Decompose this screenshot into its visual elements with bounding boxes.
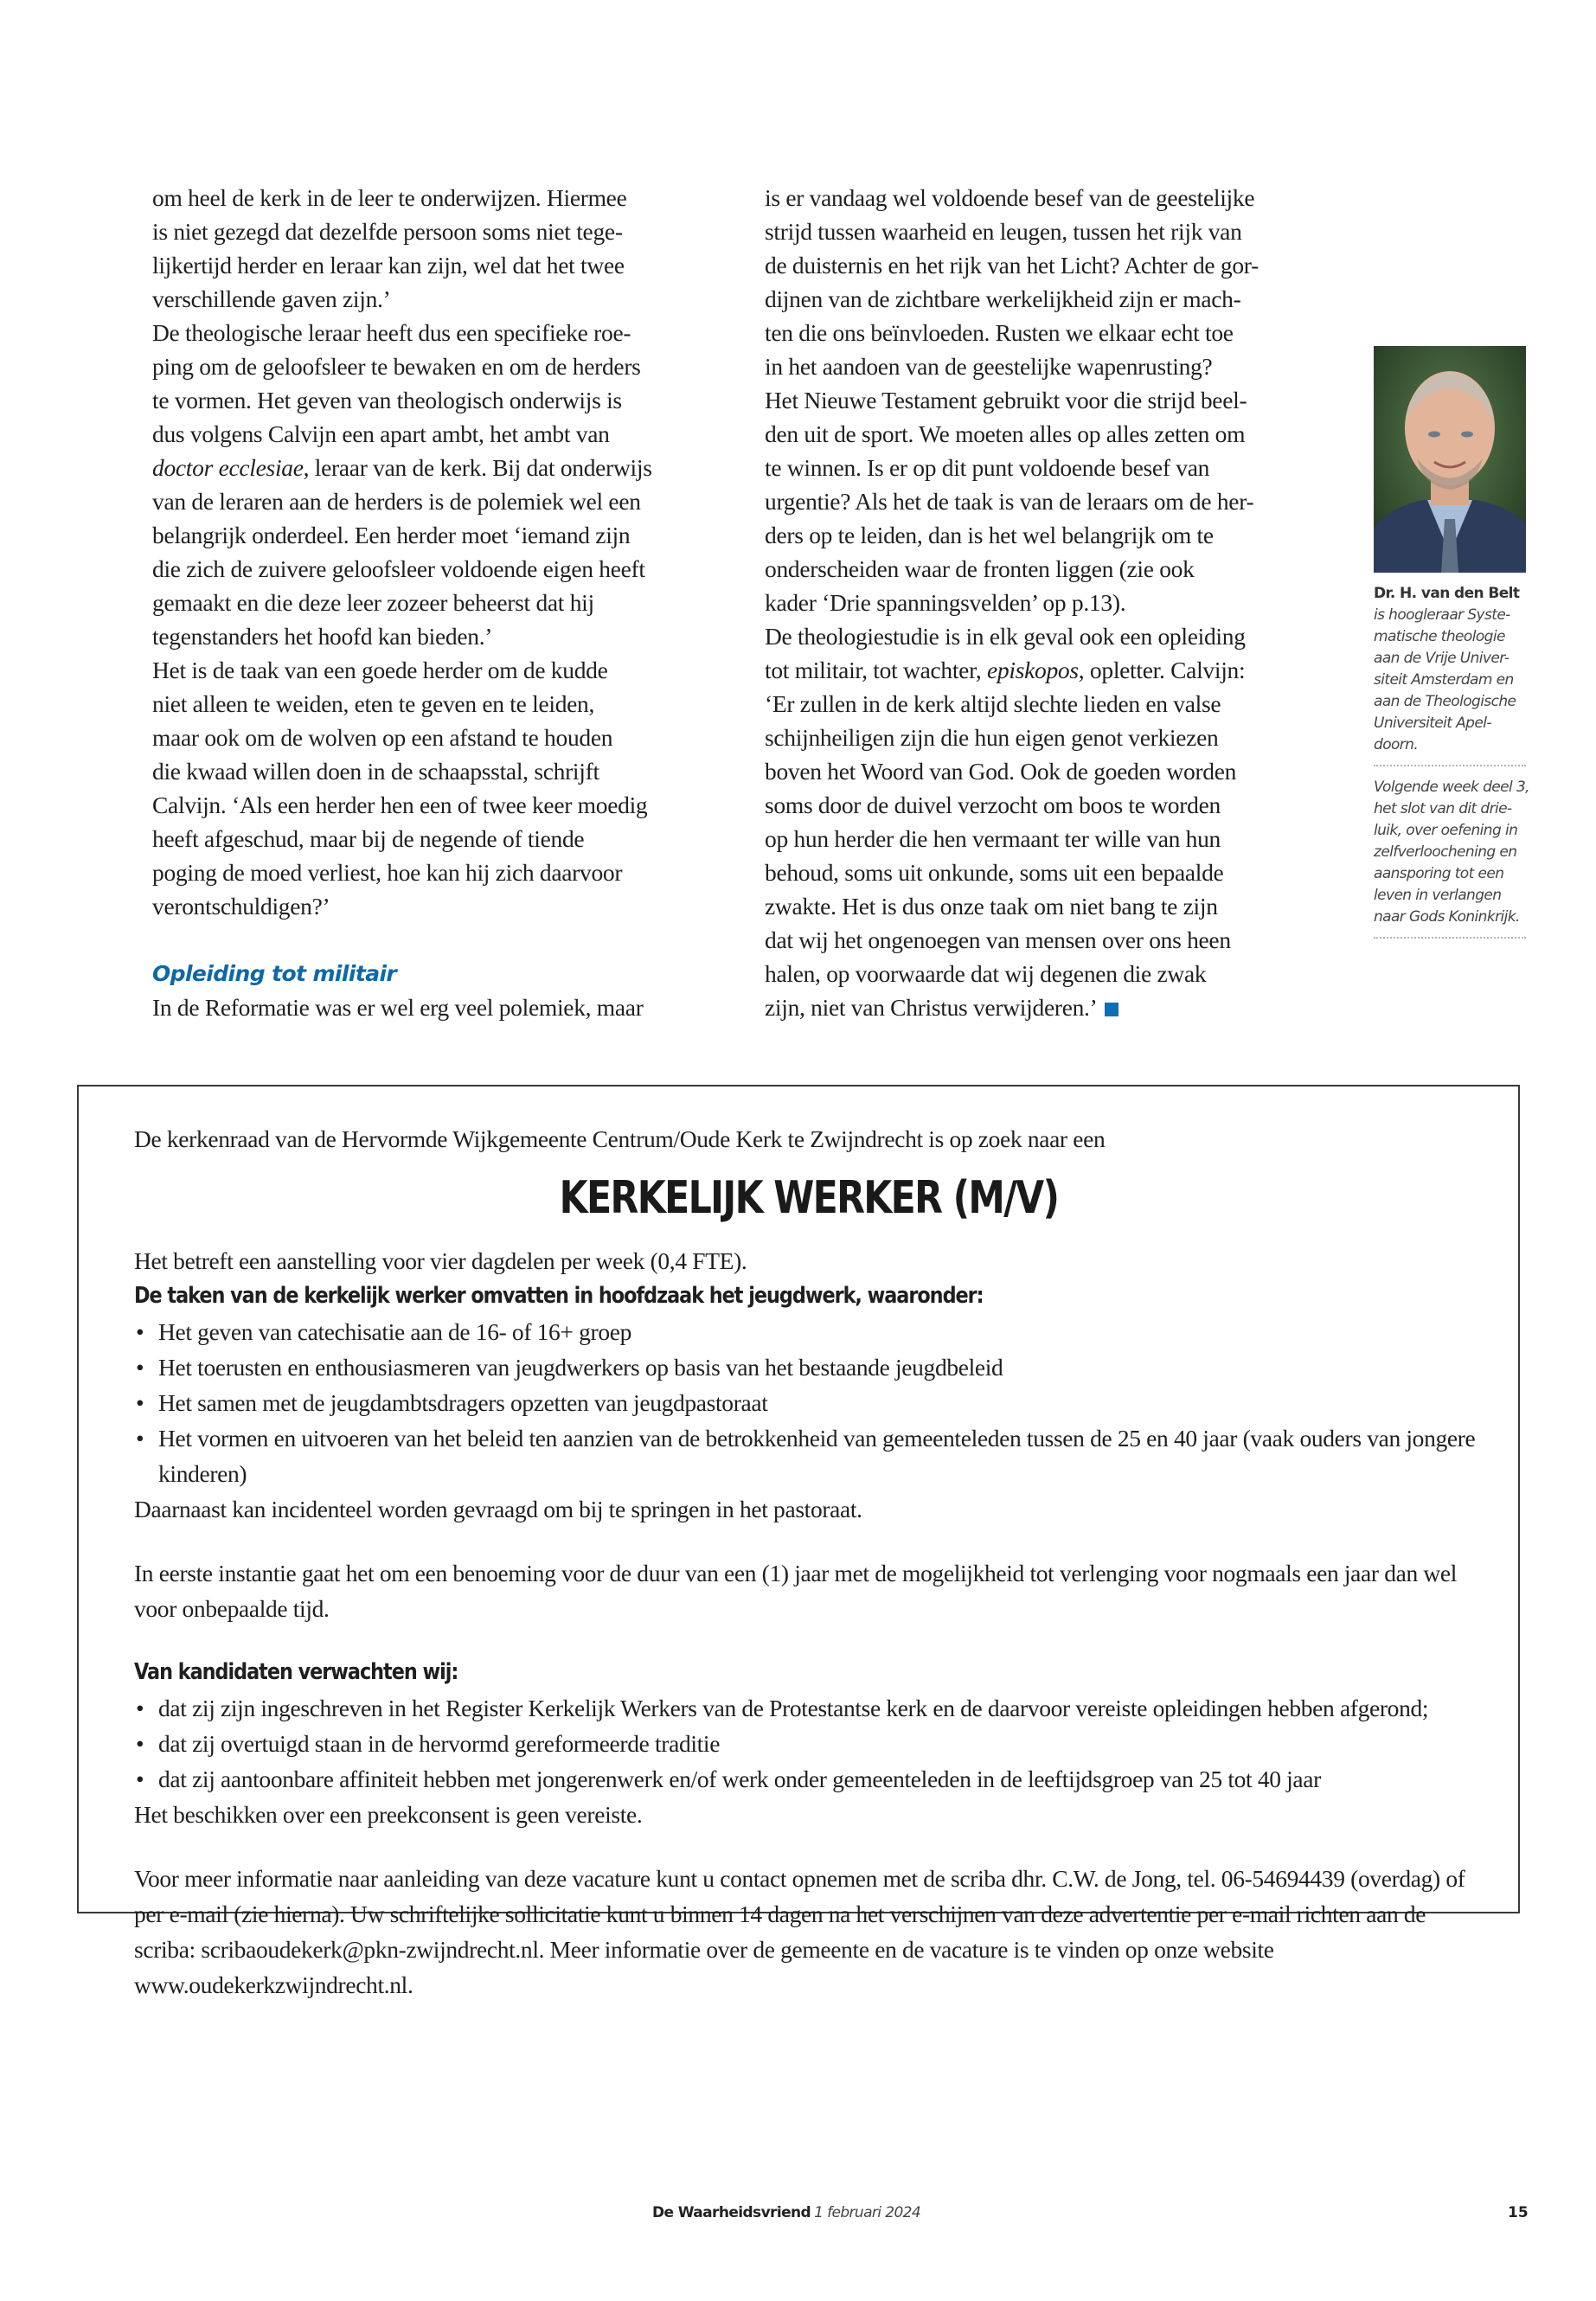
text-line: verschillende gaven zijn.’ (152, 285, 391, 312)
ad-appointment: Het betreft een aanstelling voor vier dagdelen per week (0,4 FTE). (134, 1247, 747, 1274)
publication-name (652, 2204, 920, 2221)
issue-date: 1 februari 2024 (814, 2204, 921, 2221)
spacer (134, 1832, 1484, 1861)
text-line (152, 451, 723, 484)
text-line: soms door de duivel verzocht om boos te worden (765, 792, 1221, 818)
text-fragment: tot militair, tot wachter, (765, 657, 987, 683)
ad-contact: Voor meer informatie naar aanleiding van deze vacature kunt u contact opnemen met de scriba dhr. C.W. de Jong, tel. 06-54694439 (overdag) of per e-mail (zie hierna). Uw schriftelijke sollicitatie kunt u binnen 14 dagen na het verschijnen van deze advertentie per e-mail richten aan de scriba: scribaoudekerk@pkn-zwijndrecht.nl. Meer informatie over de gemeente en de vacature is te vinden op onze website www.oudekerkzwijndrecht.nl. (134, 1865, 1465, 1998)
text-line: heeft afgeschud, maar bij de negende of tiende (152, 825, 585, 852)
requirement-item: • dat zij aantoonbare affiniteit hebben met jongerenwerk en/of werk onder gemeenteleden in de leeftijdsgroep van 25 tot 40 jaar (134, 1761, 1484, 1797)
bio-line: doorn. (1374, 736, 1419, 753)
bio-line: aan de Vrije Univer- (1374, 650, 1509, 667)
bio-line: is hoogleraar Syste- (1374, 606, 1510, 624)
text-line: ten die ons beïnvloeden. Rusten we elkaar echt toe (765, 319, 1234, 346)
next-week-line: leven in verlangen (1374, 887, 1502, 904)
bio-line: Universiteit Apel- (1374, 715, 1491, 732)
text-line: op hun herder die hen vermaant ter wille van hun (765, 825, 1221, 852)
author-name: Dr. H. van den Belt (1374, 585, 1520, 602)
text-line: ‘Er zullen in de kerk altijd slechte lieden en valse (765, 690, 1221, 717)
text-line: van de leraren aan de herders is de polemiek wel een (152, 488, 641, 515)
text-line: die zich de zuivere geloofsleer voldoende eigen heeft (152, 555, 645, 582)
requirement-item: • dat zij overtuigd staan in de hervormd gereformeerde traditie (134, 1726, 1484, 1761)
ad-tasks-heading: De taken van de kerkelijk werker omvatten in hoofdzaak het jeugdwerk, waaronder: (134, 1283, 984, 1309)
ad-requirement-list (134, 1690, 1484, 1797)
text-line: is niet gezegd dat dezelfde persoon soms niet tege- (152, 218, 623, 245)
text-line: niet alleen te weiden, eten te geven en te leiden, (152, 690, 595, 717)
text-line: de duisternis en het rijk van het Licht? Achter de gor- (765, 252, 1259, 279)
text-line: onderscheiden waar de fronten liggen (zie ook (765, 555, 1195, 582)
text-line: De theologische leraar heeft dus een specifieke roe- (152, 319, 631, 346)
task-item: • Het geven van catechisatie aan de 16- of 16+ groep (134, 1314, 1484, 1349)
bio-line: matische theologie (1374, 628, 1505, 645)
text-line: In de Reformatie was er wel erg veel polemiek, maar (152, 994, 644, 1021)
requirement-item: • dat zij zijn ingeschreven in het Register Kerkelijk Werkers van de Protestantse kerk en de daarvoor vereiste opleidingen hebben afgerond; (134, 1690, 1484, 1726)
text-line: ders op te leiden, dan is het wel belangrijk om te (765, 522, 1214, 548)
text-line: gemaakt en die deze leer zozeer beheerst dat hij (152, 589, 594, 616)
portrait-illustration (1374, 346, 1526, 573)
text-line: poging de moed verliest, hoe kan hij zich daarvoor (152, 859, 623, 886)
bio-line: aan de Theologische (1374, 693, 1516, 710)
ad-intro: De kerkenraad van de Hervormde Wijkgemeente Centrum/Oude Kerk te Zwijndrecht is op zoek naar een (134, 1125, 1106, 1152)
dotted-divider (1374, 765, 1526, 766)
text-line: Het Nieuwe Testament gebruikt voor die strijd beel- (765, 387, 1247, 413)
ad-pastoral-note: Daarnaast kan incidenteel worden gevraagd om bij te springen in het pastoraat. (134, 1496, 862, 1522)
text-fragment: zijn, niet van Christus verwijderen.’ (765, 994, 1098, 1021)
text-line: die kwaad willen doen in de schaapsstal, schrijft (152, 758, 599, 785)
text-line: lijkertijd herder en leraar kan zijn, wel dat het twee (152, 252, 625, 279)
next-week-line: luik, over oefening in (1374, 822, 1518, 839)
author-bio (1374, 583, 1529, 939)
text-line: te winnen. Is er op dit punt voldoende besef van (765, 454, 1210, 481)
text-line: belangrijk onderdeel. Een herder moet ‘iemand zijn (152, 522, 631, 548)
bio-line: siteit Amsterdam en (1374, 671, 1514, 689)
end-of-article-square-icon (1105, 1003, 1118, 1016)
job-advertisement (77, 1085, 1520, 1998)
ad-candidates-heading: Van kandidaten verwachten wij: (134, 1659, 458, 1685)
text-line: dijnen van de zichtbare werkelijkheid zijn er mach- (765, 285, 1241, 312)
next-week-line: Volgende week deel 3, (1374, 779, 1529, 796)
text-line: schijnheiligen zijn die hun eigen genot verkiezen (765, 724, 1219, 751)
text-line: zwakte. Het is dus onze taak om niet bang te zijn (765, 893, 1218, 920)
ad-task-list (134, 1314, 1484, 1491)
spacer (134, 1626, 1484, 1655)
text-line: kader ‘Drie spanningsvelden’ op p.13). (765, 589, 1126, 616)
text-line (765, 653, 1344, 687)
text-line: om heel de kerk in de leer te onderwijzen. Hiermee (152, 184, 627, 211)
ad-content (134, 1121, 1484, 2003)
task-item: • Het vormen en uitvoeren van het beleid ten aanzien van de betrokkenheid van gemeenteleden tussen de 25 en 40 jaar (vaak ouders van jongere kinderen) (134, 1420, 1484, 1491)
text-line: maar ook om de wolven op een afstand te houden (152, 724, 613, 751)
task-item: • Het samen met de jeugdambtsdragers opzetten van jeugdpastoraat (134, 1385, 1484, 1420)
spacer (152, 923, 723, 957)
author-sidebar (1374, 346, 1529, 949)
italic-term: episkopos (987, 657, 1079, 683)
ad-term: In eerste instantie gaat het om een benoeming voor de duur van een (1) jaar met de mogelijkheid tot verlenging voor nogmaals een jaar dan wel voor onbepaalde tijd. (134, 1560, 1458, 1622)
text-fragment: , leraar van de kerk. Bij dat onderwijs (303, 454, 652, 481)
text-line (765, 990, 1344, 1024)
text-line: te vormen. Het geven van theologisch onderwijs is (152, 387, 622, 413)
spacer (134, 1527, 1484, 1555)
ad-title: KERKELIJK WERKER (M/V) (559, 1172, 1059, 1224)
next-week-line: zelfverloochening en (1374, 843, 1517, 861)
section-subheading: Opleiding tot militair (152, 961, 397, 986)
text-line: De theologiestudie is in elk geval ook een opleiding (765, 623, 1246, 650)
text-line: is er vandaag wel voldoende besef van de geestelijke (765, 184, 1255, 211)
text-line: urgentie? Als het de taak is van de leraars om de her- (765, 488, 1254, 515)
text-line: behoud, soms uit onkunde, soms uit een bepaalde (765, 859, 1224, 886)
italic-term: doctor ecclesiae (152, 454, 304, 481)
dotted-divider (1374, 937, 1526, 939)
text-line: boven het Woord van God. Ook de goeden worden (765, 758, 1237, 785)
text-line: dat wij het ongenoegen van mensen over ons heen (765, 926, 1231, 953)
text-line: in het aandoen van de geestelijke wapenrusting? (765, 353, 1213, 380)
page-number: 15 (1508, 2204, 1529, 2221)
publication-title: De Waarheidsvriend (652, 2204, 811, 2221)
text-line: Calvijn. ‘Als een herder hen een of twee keer moedig (152, 792, 648, 818)
text-line: tegenstanders het hoofd kan bieden.’ (152, 623, 493, 650)
next-week-line: het slot van dit drie- (1374, 800, 1512, 817)
text-fragment: , opletter. Calvijn: (1078, 657, 1246, 683)
article-column-left (152, 181, 723, 1024)
next-week-line: aansporing tot een (1374, 865, 1504, 882)
text-line: den uit de sport. We moeten alles op alles zetten om (765, 420, 1246, 447)
next-week-line: naar Gods Koninkrijk. (1374, 908, 1520, 926)
author-portrait (1374, 346, 1526, 573)
text-line: Het is de taak van een goede herder om de kudde (152, 657, 608, 683)
text-line: verontschuldigen?’ (152, 893, 330, 920)
text-line: strijd tussen waarheid en leugen, tussen het rijk van (765, 218, 1242, 245)
article-column-right (765, 181, 1344, 1024)
text-line: ping om de geloofsleer te bewaken en om de herders (152, 353, 641, 380)
text-line: dus volgens Calvijn een apart ambt, het ambt van (152, 420, 610, 447)
task-item: • Het toerusten en enthousiasmeren van jeugdwerkers op basis van het bestaande jeugdbeleid (134, 1349, 1484, 1385)
text-line: halen, op voorwaarde dat wij degenen die zwak (765, 960, 1207, 987)
ad-preekconsent: Het beschikken over een preekconsent is geen vereiste. (134, 1801, 643, 1828)
